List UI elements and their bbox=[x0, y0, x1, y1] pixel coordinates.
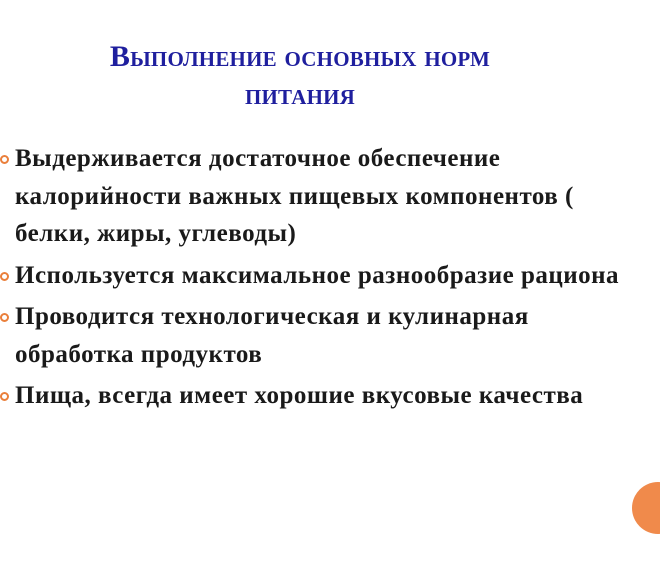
bullet-item bbox=[0, 298, 640, 373]
bullet-text: Проводится технологическая и кулинарная обработка продуктов bbox=[15, 303, 529, 368]
bullet-text: Пища, всегда имеет хорошие вкусовые качества bbox=[15, 382, 584, 409]
circle-bullet-icon bbox=[0, 272, 9, 281]
circle-bullet-icon bbox=[0, 313, 9, 322]
bullet-item bbox=[0, 377, 640, 415]
bullet-item bbox=[0, 140, 640, 253]
bullet-list bbox=[0, 140, 640, 419]
bullet-text: Используется максимальное разнообразие рациона bbox=[15, 261, 620, 289]
decorative-corner-circle bbox=[632, 482, 660, 534]
slide-title-line-1: Выполнение основных норм bbox=[109, 40, 491, 73]
circle-bullet-icon bbox=[0, 155, 9, 164]
slide-title-line-2: питания bbox=[244, 78, 356, 111]
bullet-item bbox=[0, 257, 640, 295]
circle-bullet-icon bbox=[0, 392, 9, 401]
bullet-text: Выдерживается достаточное обеспечение калорийности важных пищевых компонентов ( белки, жиры, углеводы) bbox=[15, 145, 574, 247]
slide-title bbox=[0, 38, 600, 114]
